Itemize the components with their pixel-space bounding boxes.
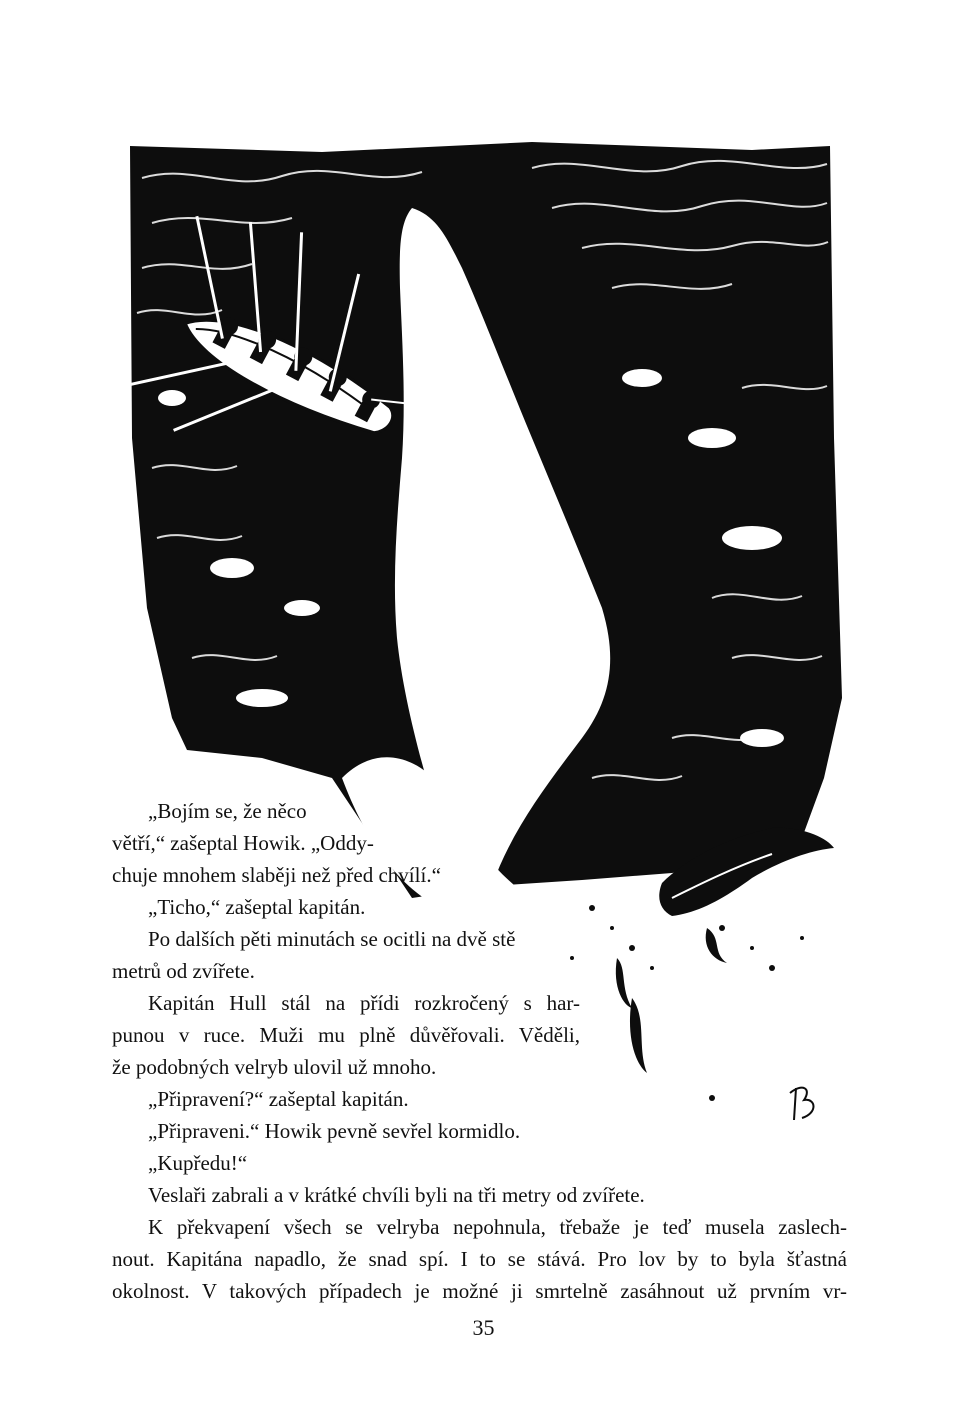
text-line-1: „Bojím se, že něco <box>148 799 307 823</box>
text-line-3: chuje mnohem slaběji než před chvílí.“ <box>112 863 441 887</box>
text-line-11: „Připraveni.“ Howik pevně sevřel kormidlo. <box>148 1119 521 1143</box>
text-line-6: metrů od zvířete. <box>112 959 255 983</box>
text-line-5: Po dalších pěti minutách se ocitli na dvě stě <box>148 927 516 951</box>
text-line-4: „Ticho,“ zašeptal kapitán. <box>148 895 366 919</box>
text-line-10: „Připravení?“ zašeptal kapitán. <box>148 1087 409 1111</box>
text-line-14: K překvapení všech se velryba nepohnula, třebaže je teď musela zaslech- <box>148 1215 847 1239</box>
page-number: 35 <box>472 1315 495 1340</box>
text-line-15: nout. Kapitána napadlo, že snad spí. I to se stává. Pro lov by to byla šťastná <box>112 1247 847 1271</box>
text-line-9: že podobných velryb ulovil už mnoho. <box>112 1055 437 1079</box>
text-line-8: punou v ruce. Muži mu plně důvěřovali. Věděli, <box>112 1023 580 1047</box>
text-line-13: Veslaři zabrali a v krátké chvíli byli na tři metry od zvířete. <box>148 1183 645 1207</box>
text-line-7: Kapitán Hull stál na přídi rozkročený s har- <box>148 991 580 1015</box>
text-line-12: „Kupředu!“ <box>148 1151 248 1175</box>
text-line-2: větří,“ zašeptal Howik. „Oddy- <box>112 831 374 855</box>
text-line-16: okolnost. V takových případech je možné ji smrtelně zasáhnout už prvním vr- <box>112 1279 847 1303</box>
